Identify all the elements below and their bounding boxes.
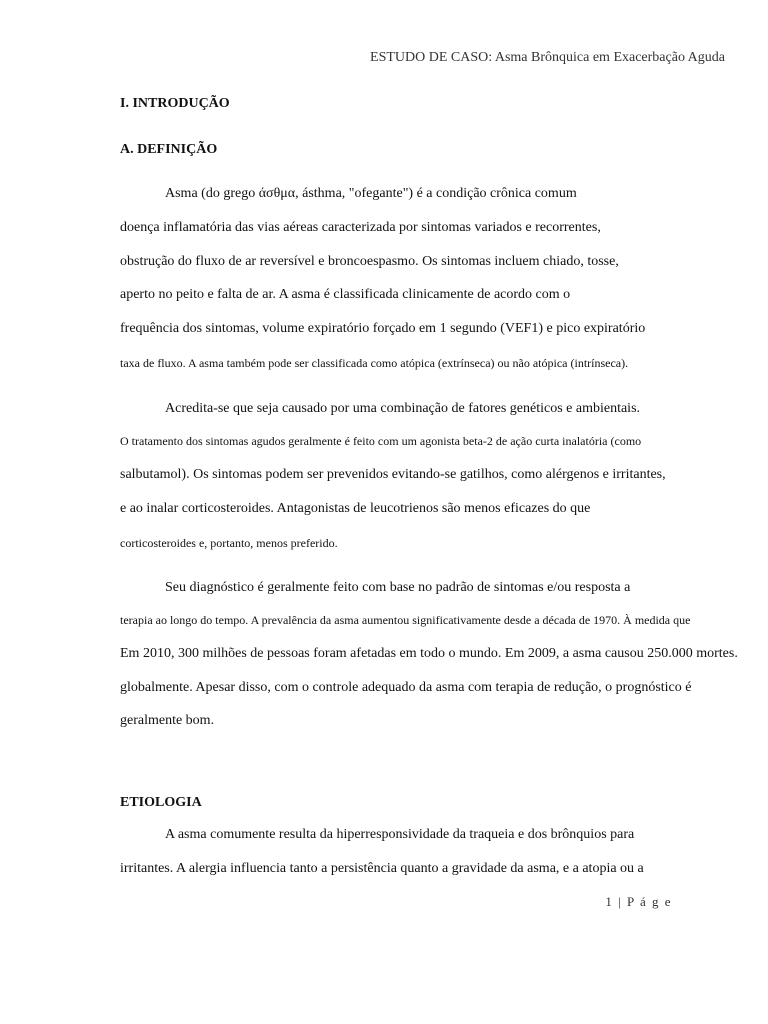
paragraph-line: doença inflamatória das vias aéreas caracterizada por sintomas variados e recorrentes, — [120, 220, 601, 235]
paragraph-line: taxa de fluxo. A asma também pode ser classificada como atópica (extrínseca) ou não atópica (intrínseca). — [120, 356, 629, 370]
running-header: ESTUDO DE CASO: Asma Brônquica em Exacerbação Aguda — [370, 50, 725, 65]
paragraph-line: corticosteroides e, portanto, menos preferido. — [120, 536, 338, 550]
page-number: 1 | P á g e — [605, 894, 672, 909]
paragraph-line: e ao inalar corticosteroides. Antagonistas de leucotrienos são menos eficazes do que — [120, 501, 591, 516]
paragraph-line: globalmente. Apesar disso, com o controle adequado da asma com terapia de redução, o prognóstico é — [120, 680, 692, 695]
etiology-heading: ETIOLOGIA — [120, 795, 202, 810]
intro-heading: I. INTRODUÇÃO — [120, 96, 230, 111]
paragraph-line: Em 2010, 300 milhões de pessoas foram afetadas em todo o mundo. Em 2009, a asma causou 250.000 mortes. — [120, 646, 738, 661]
paragraph-line: Seu diagnóstico é geralmente feito com base no padrão de sintomas e/ou resposta a — [165, 580, 631, 595]
paragraph-line: aperto no peito e falta de ar. A asma é classificada clinicamente de acordo com o — [120, 287, 571, 302]
paragraph-line: salbutamol). Os sintomas podem ser prevenidos evitando-se gatilhos, como alérgenos e irritantes, — [120, 467, 666, 482]
paragraph-line: Acredita-se que seja causado por uma combinação de fatores genéticos e ambientais. — [165, 401, 641, 416]
paragraph-line: O tratamento dos sintomas agudos geralmente é feito com um agonista beta-2 de ação curta inalatória (como — [120, 434, 642, 448]
definition-heading: A. DEFINIÇÃO — [120, 142, 218, 157]
paragraph-line: frequência dos sintomas, volume expiratório forçado em 1 segundo (VEF1) e pico expiratório — [120, 321, 646, 336]
paragraph-line: Asma (do grego άσθμα, ásthma, "ofegante") é a condição crônica comum — [165, 186, 577, 201]
paragraph-line: A asma comumente resulta da hiperresponsividade da traqueia e dos brônquios para — [165, 827, 635, 842]
paragraph-line: terapia ao longo do tempo. A prevalência da asma aumentou significativamente desde a década de 1970. À medida que — [120, 613, 691, 627]
paragraph-line: geralmente bom. — [120, 713, 215, 728]
paragraph-line: obstrução do fluxo de ar reversível e broncoespasmo. Os sintomas incluem chiado, tosse, — [120, 254, 619, 269]
paragraph-line: irritantes. A alergia influencia tanto a persistência quanto a gravidade da asma, e a atopia ou a — [120, 861, 644, 876]
